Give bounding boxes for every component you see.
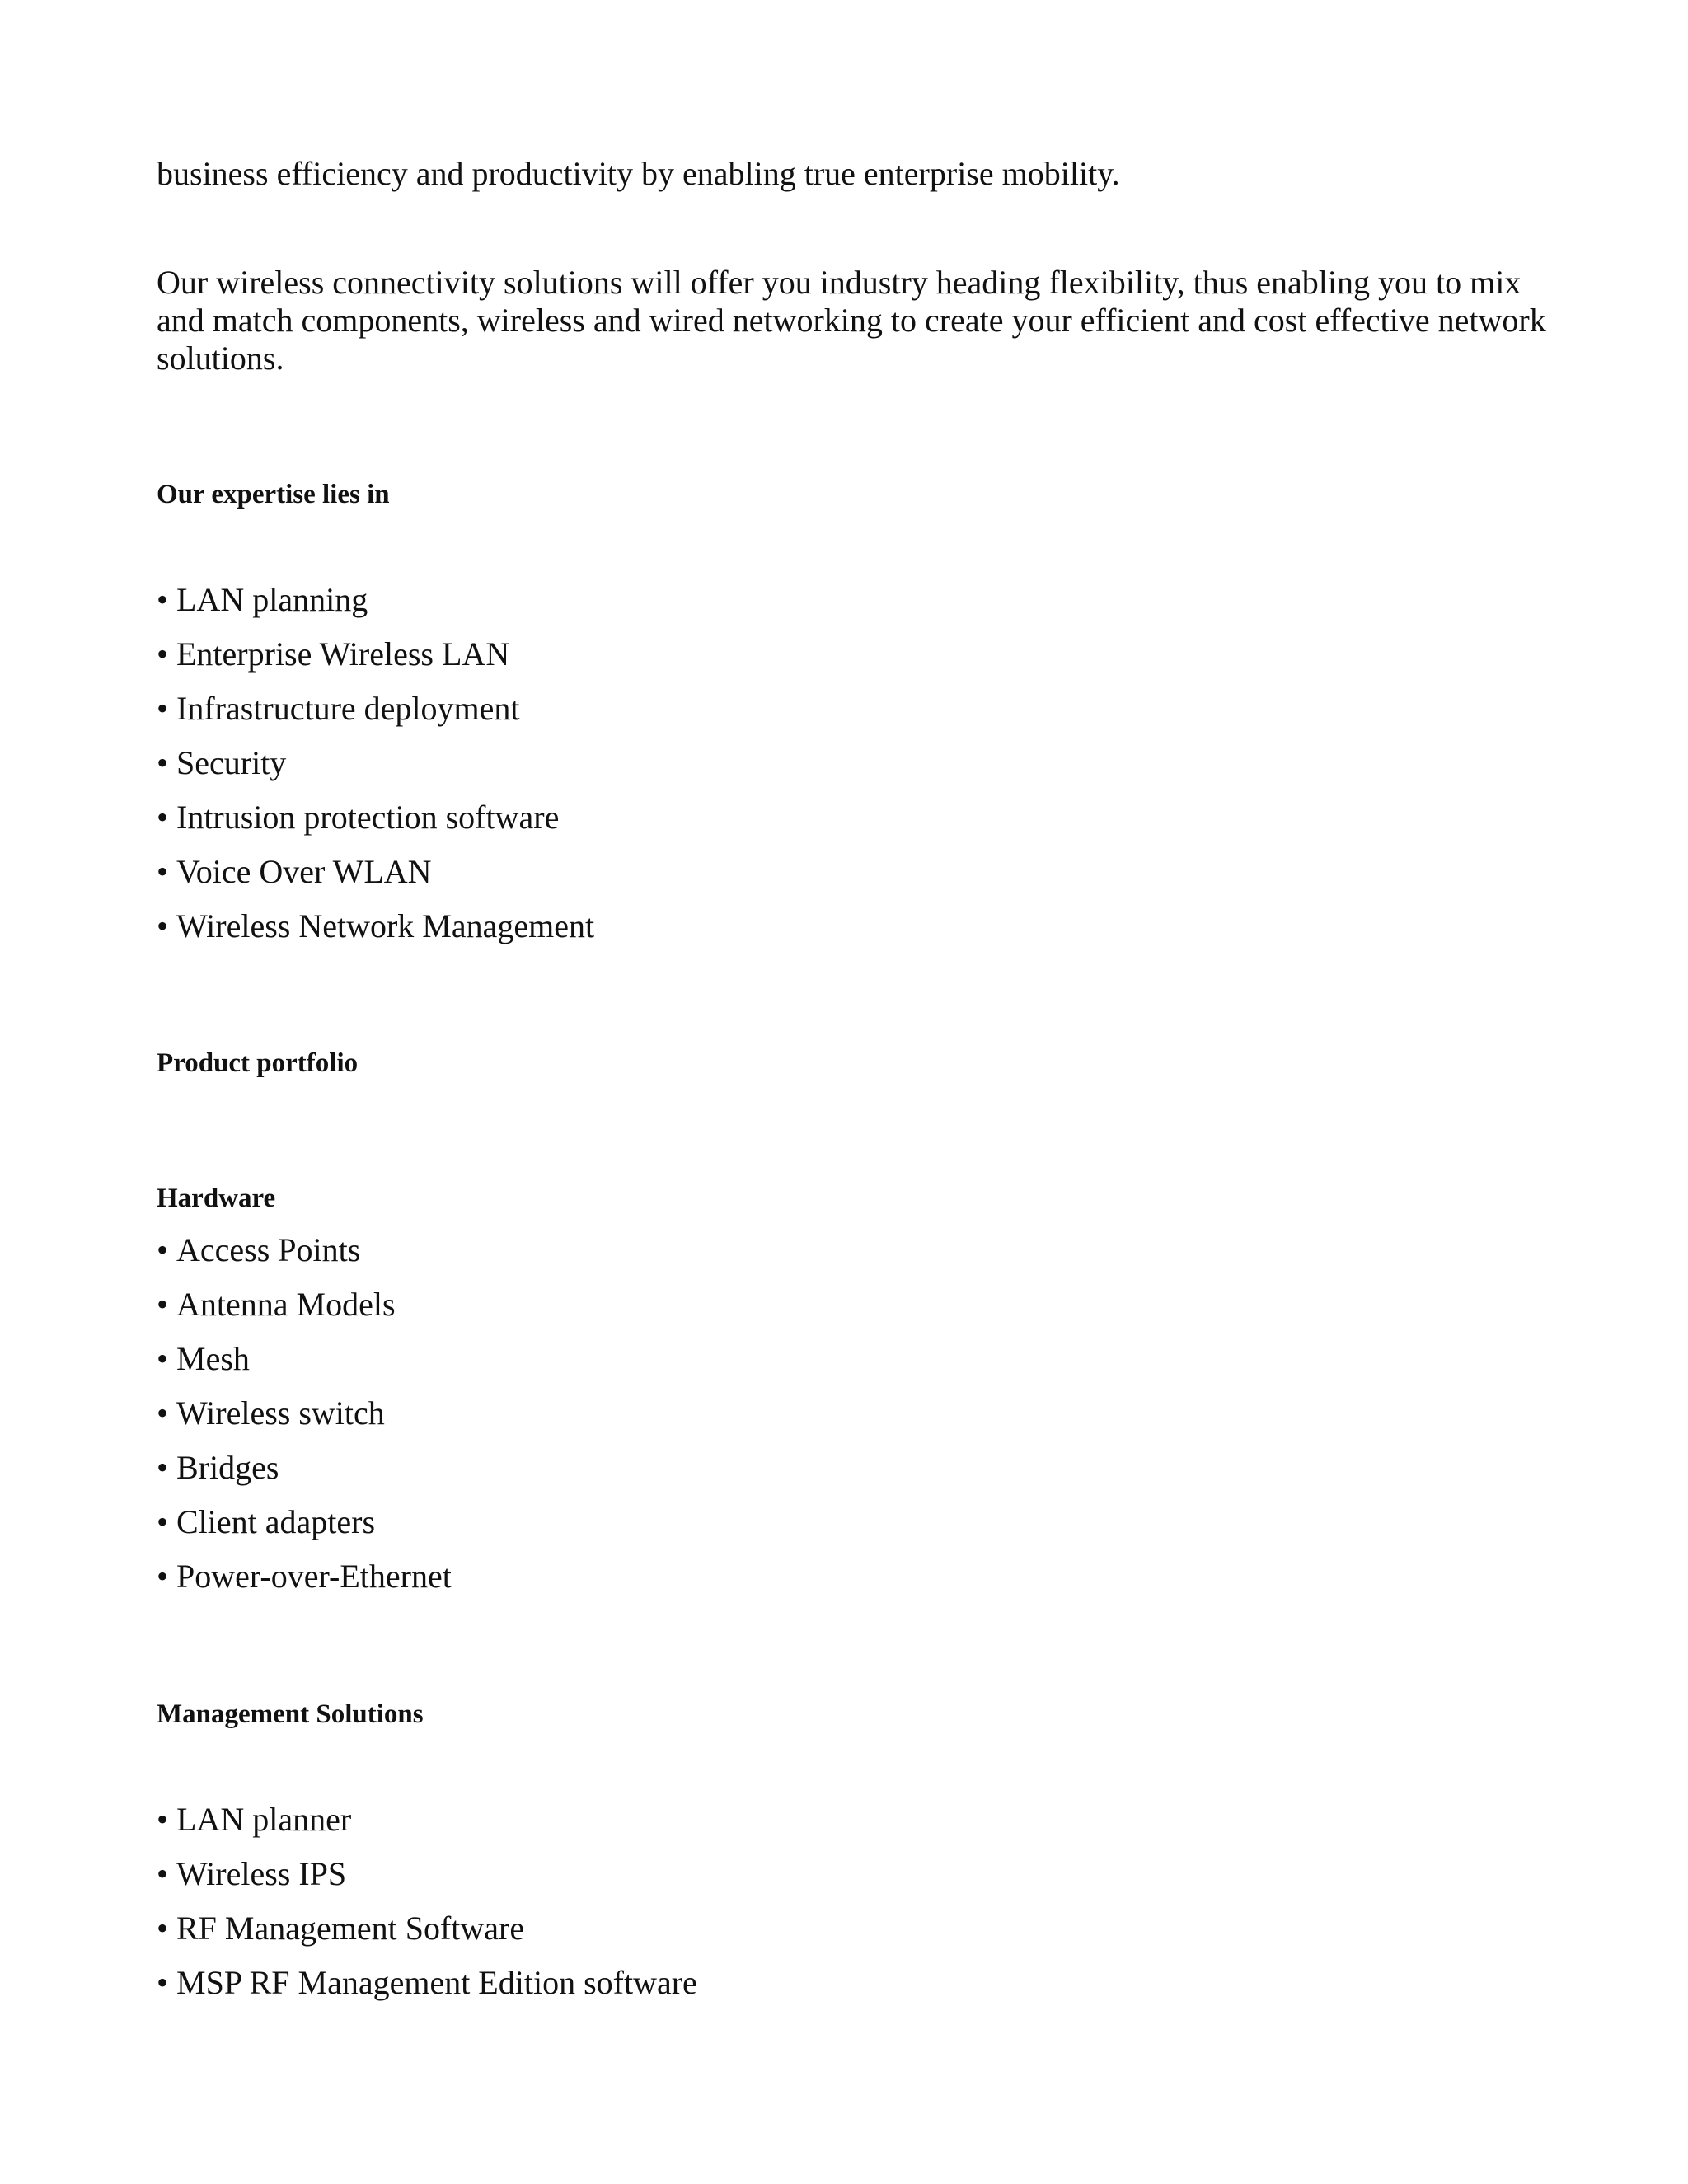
list-item: • LAN planning (157, 581, 368, 618)
list-item: • Power-over-Ethernet (157, 1558, 452, 1595)
bullet-icon: • (157, 799, 169, 836)
bullet-icon: • (157, 1231, 169, 1268)
list-item: • Antenna Models (157, 1286, 396, 1323)
list-item: • Enterprise Wireless LAN (157, 635, 510, 673)
list-item: • Wireless switch (157, 1394, 385, 1432)
hardware-heading: Hardware (157, 1183, 276, 1213)
list-item: • Access Points (157, 1231, 361, 1268)
portfolio-heading: Product portfolio (157, 1048, 359, 1078)
list-item: • RF Management Software (157, 1910, 525, 1947)
list-item: • Bridges (157, 1449, 279, 1486)
bullet-icon: • (157, 1340, 169, 1377)
expertise-heading: Our expertise lies in (157, 480, 390, 509)
list-item: • Wireless Network Management (157, 907, 595, 944)
list-item: • Security (157, 744, 287, 781)
management-heading: Management Solutions (157, 1699, 424, 1729)
bullet-icon: • (157, 1503, 169, 1540)
bullet-icon: • (157, 1964, 169, 2001)
list-item: • Infrastructure deployment (157, 690, 520, 727)
bullet-icon: • (157, 635, 169, 673)
list-item: • Mesh (157, 1340, 250, 1377)
bullet-icon: • (157, 690, 169, 727)
bullet-icon: • (157, 1286, 169, 1323)
bullet-icon: • (157, 1558, 169, 1595)
hardware-list (157, 1231, 452, 1612)
bullet-icon: • (157, 1855, 169, 1892)
list-item: • MSP RF Management Edition software (157, 1964, 697, 2001)
bullet-icon: • (157, 744, 169, 781)
bullet-icon: • (157, 1801, 169, 1838)
bullet-icon: • (157, 581, 169, 618)
list-item: • Voice Over WLAN (157, 853, 432, 890)
intro-paragraph: Our wireless connectivity solutions will offer you industry heading flexibility, thus enabling you to mix and match components, wireless and wired networking to create your efficient and cost effective network solutions. (157, 264, 1546, 377)
bullet-icon: • (157, 1910, 169, 1947)
list-item: • Client adapters (157, 1503, 376, 1540)
bullet-icon: • (157, 907, 169, 944)
list-item: • Intrusion protection software (157, 799, 560, 836)
bullet-icon: • (157, 853, 169, 890)
list-item: • Wireless IPS (157, 1855, 347, 1892)
management-list (157, 1801, 697, 2018)
intro-line: business efficiency and productivity by enabling true enterprise mobility. (157, 155, 1120, 192)
bullet-icon: • (157, 1394, 169, 1432)
bullet-icon: • (157, 1449, 169, 1486)
expertise-list (157, 581, 594, 962)
list-item: • LAN planner (157, 1801, 352, 1838)
